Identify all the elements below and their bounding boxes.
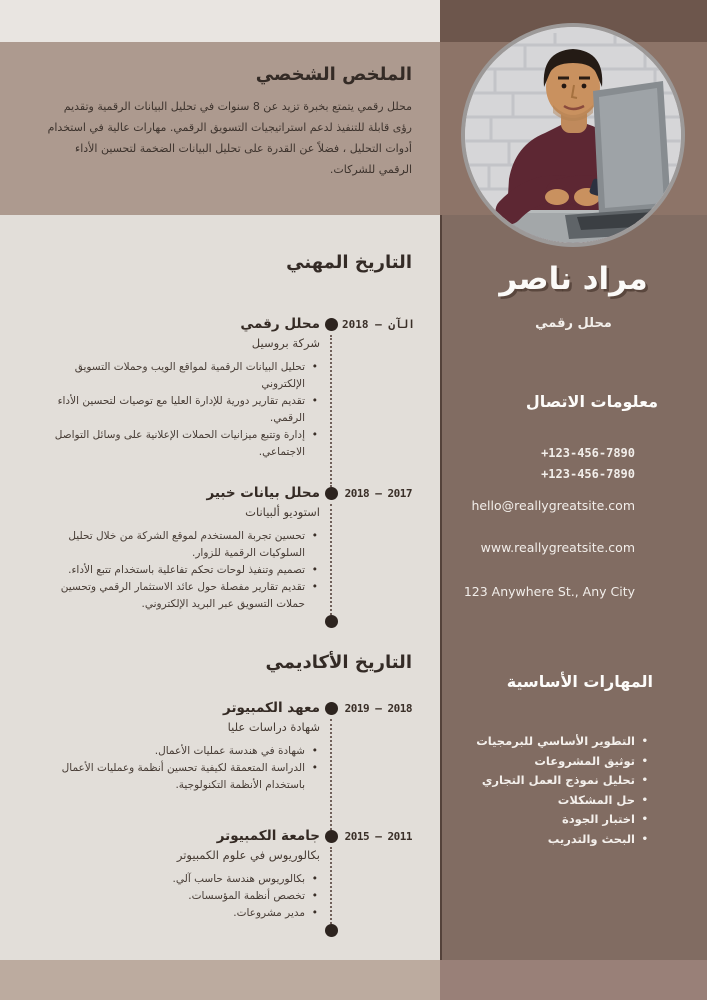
bullet-item: • إدارة وتتبع ميزانيات الحملات الإعلانية على وسائل التواصل الاجتماعي.: [30, 427, 318, 461]
entry-date: 2018 – الآن: [342, 318, 415, 331]
job-bullets: [30, 359, 320, 461]
skill-item: • توثيق المشروعات: [452, 752, 648, 772]
company-name: استوديو ألبيانات: [245, 505, 320, 519]
top-strip: [0, 0, 440, 42]
degree-name: شهادة دراسات عليا: [227, 720, 320, 734]
bullet-item: • مدير مشروعات.: [30, 905, 318, 922]
timeline-dot-icon: [325, 924, 338, 937]
academic-heading: التاريخ الأكاديمي: [265, 652, 412, 673]
company-name: شركة بروسيل: [251, 336, 320, 350]
skills-heading: المهارات الأساسية: [506, 672, 653, 691]
timeline-node: [320, 485, 342, 613]
professional-heading: التاريخ المهني: [286, 252, 412, 273]
phone-number: +123-456-7890: [541, 467, 635, 481]
summary-section: [0, 42, 440, 215]
entry-date: 2019 – 2018: [344, 702, 412, 715]
skill-item: • البحث والتدريب: [452, 830, 648, 850]
timeline-entry: [0, 700, 440, 828]
person-role: محلل رقمي: [535, 316, 612, 331]
school-name: جامعة الكمبيوتر: [216, 828, 320, 844]
sidebar-bottom-band: [440, 960, 707, 1000]
timeline-dot-icon: [325, 487, 338, 500]
timeline-node: [320, 316, 342, 485]
timeline-node: [320, 828, 342, 922]
contact-items: [440, 446, 707, 599]
timeline-dot-icon: [325, 830, 338, 843]
summary-heading: الملخص الشخصي: [255, 64, 412, 85]
bullet-item: • تخصص أنظمة المؤسسات.: [30, 888, 318, 905]
degree-name: بكالوريوس في علوم الكمبيوتر: [176, 848, 320, 862]
entry-date: 2018 – 2017: [344, 487, 412, 500]
timeline-node: [320, 613, 342, 628]
bullet-item: • بكالوريوس هندسة حاسب آلي.: [30, 871, 318, 888]
academic-timeline: [0, 700, 440, 937]
bullet-item: • شهادة في هندسة عمليات الأعمال.: [30, 743, 318, 760]
bullet-item: • تقديم تقارير مفصلة حول عائد الاستثمار الرقمي وتحسين حملات التسويق عبر البريد الإلكتروني.: [30, 579, 318, 613]
timeline-node: [320, 700, 342, 828]
summary-text: محلل رقمي يتمتع بخبرة تزيد عن 8 سنوات في تحليل البيانات الرقمية وتقديم رؤى قابلة للتنفيذ لدعم استراتيجيات التسويق الرقمي. مهارات عالية في استخدام أدوات التحليل ، فضلاً عن القدرة على تحليل البيانات الضخمة لتحسين الأداء الرقمي للشركات.: [47, 100, 412, 176]
professional-history-section: [0, 250, 440, 628]
job-title: محلل بيانات خبير: [206, 485, 320, 501]
timeline-dot-icon: [325, 318, 338, 331]
timeline-dot-icon: [325, 702, 338, 715]
sidebar: [440, 0, 707, 1000]
profile-photo: [461, 23, 685, 247]
portrait-illustration: [465, 27, 681, 243]
phone-number: +123-456-7890: [541, 446, 635, 460]
address-text: 123 Anywhere St., Any City: [463, 584, 635, 599]
entry-content: [30, 316, 320, 485]
skill-item: • حل المشكلات: [452, 791, 648, 811]
identity-block: [440, 262, 707, 331]
professional-timeline: [0, 316, 440, 628]
school-name: معهد الكمبيوتر: [223, 700, 320, 716]
bullet-item: • تحليل البيانات الرقمية لمواقع الويب وحملات التسويق الإلكتروني: [30, 359, 318, 393]
entry-date: 2015 – 2011: [344, 830, 412, 843]
skill-item: • تحليل نموذج العمل التجاري: [452, 771, 648, 791]
bullet-item: • تحسين تجربة المستخدم لموقع الشركة من خلال تحليل السلوكيات الرقمية للزوار.: [30, 528, 318, 562]
timeline-dot-icon: [325, 615, 338, 628]
entry-content: [30, 828, 320, 922]
bottom-band: [0, 960, 440, 1000]
timeline-entry: [0, 316, 440, 485]
timeline-node: [320, 922, 342, 937]
job-title: محلل رقمي: [240, 316, 320, 332]
degree-bullets: [30, 871, 320, 922]
contact-section: [440, 392, 707, 599]
contact-heading: معلومات الاتصال: [525, 392, 658, 411]
email-link[interactable]: hello@reallygreatsite.com: [471, 498, 635, 513]
bullet-item: • الدراسة المتعمقة لكيفية تحسين أنظمة وعمليات الأعمال باستخدام الأنظمة التكنولوجية.: [30, 760, 318, 794]
job-bullets: [30, 528, 320, 613]
academic-history-section: [0, 650, 440, 937]
entry-content: [30, 485, 320, 613]
skill-item: • التطوير الأساسي للبرمجيات: [452, 732, 648, 752]
bullet-item: • تقديم تقارير دورية للإدارة العليا مع توصيات لتحسين الأداء الرقمي.: [30, 393, 318, 427]
timeline-end: [0, 922, 440, 937]
bullet-item: • تصميم وتنفيذ لوحات تحكم تفاعلية باستخدام تتبع الأداء.: [30, 562, 318, 579]
timeline-entry: [0, 485, 440, 613]
entry-content: [30, 700, 320, 828]
degree-bullets: [30, 743, 320, 794]
person-name: مراد ناصر: [499, 261, 648, 297]
website-link[interactable]: www.reallygreatsite.com: [480, 540, 635, 555]
timeline-end: [0, 613, 440, 628]
timeline-entry: [0, 828, 440, 922]
skills-list: [440, 732, 707, 849]
skill-item: • اختبار الجودة: [452, 810, 648, 830]
skills-section: [440, 672, 707, 849]
